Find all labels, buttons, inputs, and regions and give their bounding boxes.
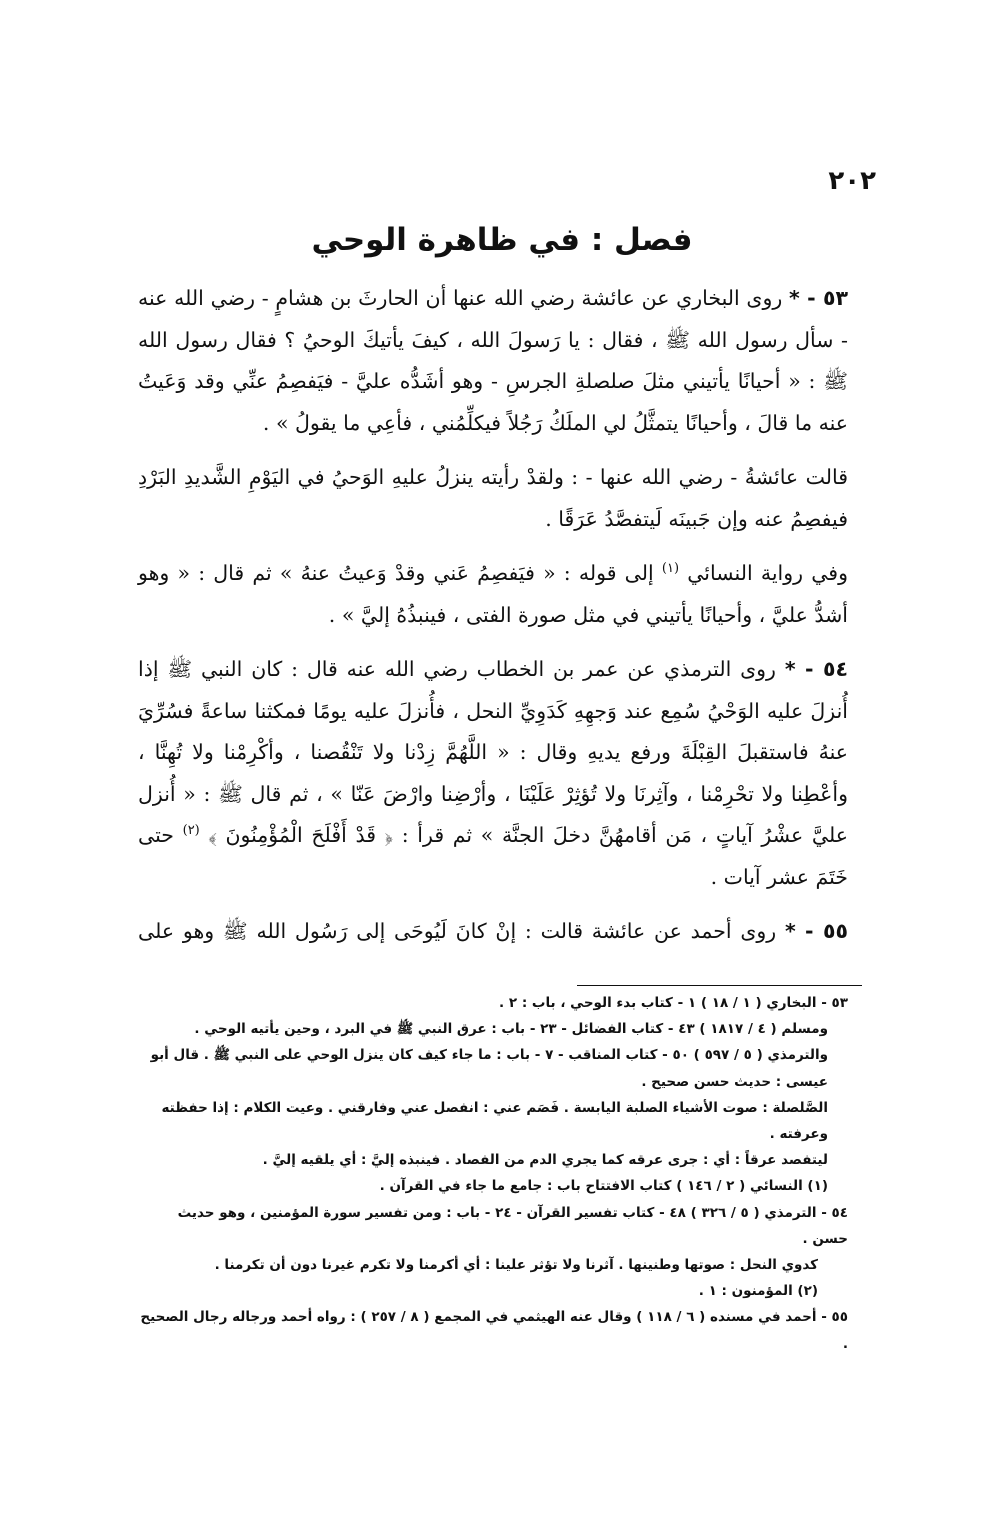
paragraph-text: وفي رواية النسائي	[687, 561, 848, 585]
paragraph	[138, 457, 848, 540]
footnote-line: عيسى : حديث حسن صحيح .	[641, 1073, 828, 1090]
footnote-ref: (٢)	[182, 823, 200, 839]
paragraph-text: إلى قوله : « فيَفصِمُ عَني وقدْ وَعيتُ عنهُ » ثم قال : « وهو أشدُّ عليَّ ، وأحيانًا يأتيني في مثل صورة الفتى ، فينبذُهُ إليَّ » .	[138, 561, 848, 627]
footnote-line: ليتفصد عرقاً : أي : جرى عرقه كما يجري الدم من الفصاد . فينبذه إليَّ : أي يلقيه إليَّ .	[262, 1152, 828, 1169]
paragraph-text: روى الترمذي عن عمر بن الخطاب رضي الله عنه قال : كان النبي ﷺ إذا أُنزلَ عليه الوَحْيُ سُمِع عند وَجهِهِ كَدَوِيِّ النحل ، فأُنزلَ عليه يومًا فمكثنا ساعةً فسُرِّيَ عنهُ فاستقبلَ القِبْلَةَ ورفع يديهِ وقال : « اللَّهُمَّ زِدْنا ولا تَنْقُصنا ، وأكْرِمْنا ولا تُهِنَّا ، وأعْطِنا ولا تحْرِمْنا ، وآثِرنَا ولا تُؤثِرْ عَلَيْنَا ، وأرْضِنا وارْضَ عَنّا » ، ثم قال ﷺ : « أُنزل عليَّ عشْرُ آياتٍ ، مَن أقامهُنَّ دخلَ الجنَّة » ثم قرأ : ﴿ قَدْ أَفْلَحَ الْمُؤْمِنُونَ ﴾	[138, 657, 848, 847]
footnote-line: (١) النسائي ( ٢ / ١٤٦ ) كتاب الافتتاح باب : جامع ما جاء في القرآن .	[379, 1178, 828, 1195]
footnote-line: والترمذي ( ٥ / ٥٩٧ ) ٥٠ - كتاب المناقب - ٧ - باب : ما جاء كيف كان ينزل الوحي على النبي ﷺ . قال أبو	[150, 1047, 828, 1064]
footnote-line: ٥٤ - الترمذي ( ٥ / ٣٢٦ ) ٤٨ - كتاب تفسير القرآن - ٢٤ - باب : ومن تفسير سورة المؤمنين ، وهو حديث حسن .	[177, 1204, 848, 1247]
hadith-paragraph	[138, 911, 848, 953]
page-number: ٢٠٢	[828, 166, 876, 196]
footnote-line: ٥٣ - البخاري ( ١ / ١٨ ) ١ - كتاب بدء الوحي ، باب : ٢ .	[499, 995, 848, 1011]
paragraph-text: روى أحمد عن عائشة قالت : إنْ كانَ لَيُوحَى إلى رَسُول الله ﷺ وهو على	[138, 919, 777, 943]
paragraph-text: روى البخاري عن عائشة رضي الله عنها أن الحارثَ بن هشامٍ - رضي الله عنه - سأل رسول الله ﷺ ، فقال : يا رَسولَ الله ، كيفَ يأتيكَ الوحيُ ؟ فقال رسول الله ﷺ : « أحيانًا يأتيني مثلَ صلصلةِ الجرسِ - وهو أشَدُّه عليَّ - فيَفصِمُ عنِّي وقد وَعَيتُ عنه ما قالَ ، وأحيانًا يتمثَّلُ لي الملَكُ رَجُلاً فيكلِّمُني ، فأعِي ما يقولُ » .	[138, 286, 848, 435]
hadith-paragraph	[138, 278, 848, 444]
footnote-line: ٥٥ - أحمد في مسنده ( ٦ / ١١٨ ) وقال عنه الهيثمي في المجمع ( ٨ / ٢٥٧ ) : رواه أحمد ورجاله رجال الصحيح .	[140, 1309, 848, 1352]
paragraph-text: حتى خَتَمَ عشر آيات .	[138, 823, 848, 889]
footnote-line: كدوي النحل : صوتها وطنينها . آثرنا ولا تؤثر علينا : أي أكرمنا ولا تكرم غيرنا دون أن تكرمنا .	[214, 1257, 818, 1274]
hadith-number: ٥٤ - *	[784, 657, 848, 681]
footnotes	[138, 990, 848, 1357]
paragraph-text: قالت عائشةُ - رضي الله عنها - : ولقدْ رأيته ينزلُ عليهِ الوَحيُ في اليَوْمِ الشَّديدِ البَرْدِ فيفصِمُ عنه وإن جَبينَه لَيتفصَّدُ عَرَقًا .	[138, 465, 848, 531]
paragraph	[138, 553, 848, 636]
hadith-number: ٥٥ - *	[784, 919, 848, 943]
footnote-line: (٢) المؤمنون : ١ .	[698, 1283, 818, 1300]
main-text	[138, 278, 848, 966]
chapter-heading: فصل : في ظاهرة الوحي	[311, 222, 693, 258]
footnote-divider	[577, 985, 862, 986]
footnote-ref: (١)	[661, 561, 680, 577]
footnote-line: الصَّلصلة : صوت الأشياء الصلبة اليابسة . فَصَم عني : انفصل عني وفارقني . وعيت الكلام : إذا حفظته وعرفته .	[161, 1099, 828, 1143]
footnote-line: ومسلم ( ٤ / ١٨١٧ ) ٤٣ - كتاب الفضائل - ٢٣ - باب : عرق النبي ﷺ في البرد ، وحين يأتيه الوحي .	[194, 1021, 828, 1038]
hadith-number: ٥٣ - *	[789, 286, 848, 310]
hadith-paragraph	[138, 649, 848, 898]
